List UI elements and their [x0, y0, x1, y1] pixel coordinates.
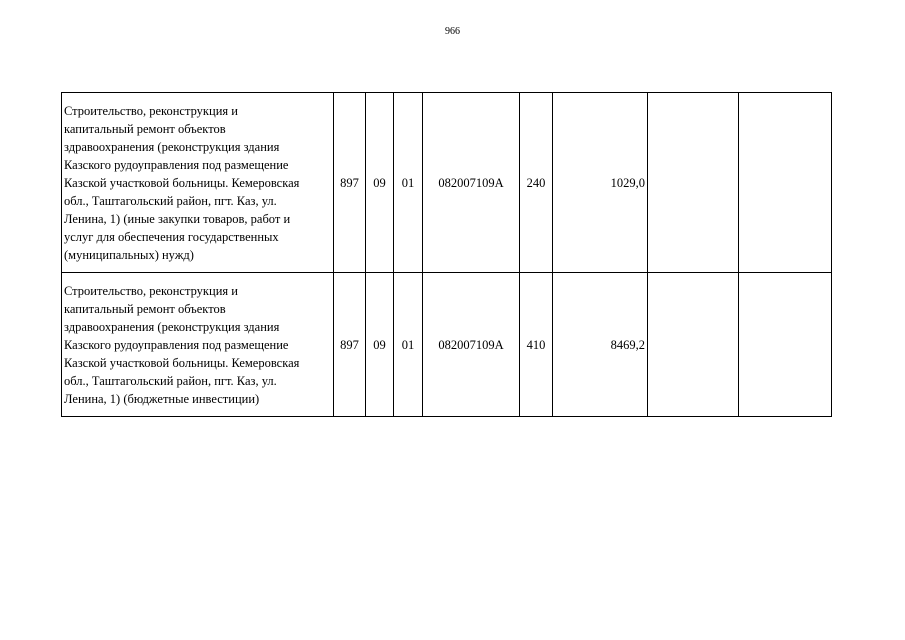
cell-name: Строительство, реконструкция и капитальный ремонт объектов здравоохранения (реконструкция здания Казского рудоуправления под размещение Казской участковой больницы. Кемеровская обл., Таштагольский район, пгт. Каз, ул. Ленина, 1) (иные закупки товаров, работ и услуг для обеспечения государственных (муниципальных) нужд) [62, 93, 334, 273]
cell-target: 082007109А [423, 273, 520, 417]
cell-expense-type: 410 [520, 273, 553, 417]
cell-amount: 8469,2 [553, 273, 648, 417]
cell-section: 09 [366, 93, 394, 273]
cell-col8 [648, 93, 739, 273]
cell-target: 082007109А [423, 93, 520, 273]
cell-name: Строительство, реконструкция и капитальный ремонт объектов здравоохранения (реконструкция здания Казского рудоуправления под размещение Казской участковой больницы. Кемеровская обл., Таштагольский район, пгт. Каз, ул. Ленина, 1) (бюджетные инвестиции) [62, 273, 334, 417]
cell-ministry: 897 [334, 93, 366, 273]
table-row [62, 273, 832, 417]
budget-table [61, 92, 832, 417]
cell-subsection: 01 [394, 93, 423, 273]
cell-amount: 1029,0 [553, 93, 648, 273]
cell-col9 [739, 93, 832, 273]
cell-subsection: 01 [394, 273, 423, 417]
table-row [62, 93, 832, 273]
cell-ministry: 897 [334, 273, 366, 417]
cell-section: 09 [366, 273, 394, 417]
cell-expense-type: 240 [520, 93, 553, 273]
cell-col9 [739, 273, 832, 417]
page-number: 966 [445, 26, 460, 37]
cell-col8 [648, 273, 739, 417]
